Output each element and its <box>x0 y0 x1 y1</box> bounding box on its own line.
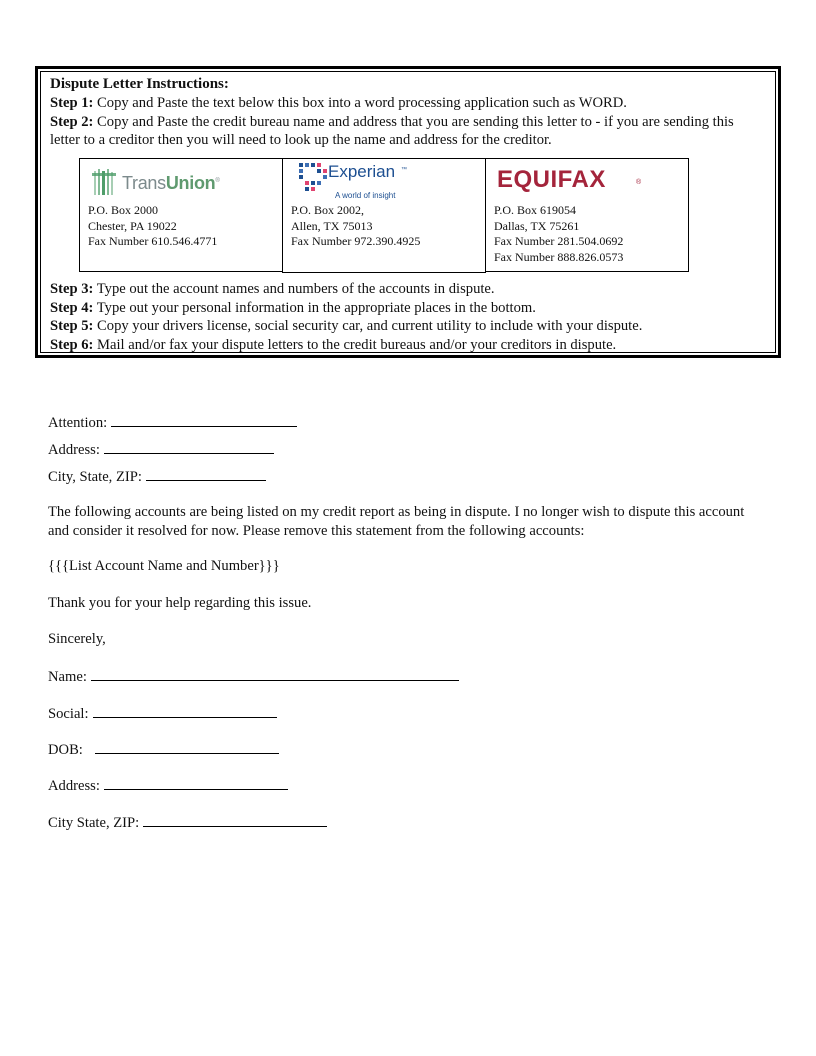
experian-logo <box>291 159 477 203</box>
bureau-transunion <box>79 158 283 272</box>
equifax-logo <box>494 159 680 203</box>
step-1: Step 1: Copy and Paste the text below this box into a word processing application such as WORD. <box>50 95 627 111</box>
dob-line <box>48 739 279 760</box>
steps-bottom <box>50 280 766 354</box>
experian-dots-icon <box>297 161 331 195</box>
social-line <box>48 703 277 724</box>
transunion-address-1: P.O. Box 2000 <box>88 203 159 217</box>
instructions-inner <box>40 71 776 353</box>
experian-logo-text: Experian <box>328 162 396 181</box>
step-2: Step 2: Copy and Paste the credit bureau name and address that you are sending this letter to - if you are sending this letter to a creditor then you will need to look up the name and address for the creditor. <box>50 113 734 149</box>
equifax-logo-mark: ® <box>636 179 642 186</box>
dob-label: DOB: <box>48 742 83 758</box>
address-line <box>48 439 274 460</box>
letter-paragraph: The following accounts are being listed on my credit report as being in dispute. I no longer wish to dispute this account and consider it resolved for now. Please remove this statement from the following accounts: <box>48 504 745 539</box>
social-label: Social: <box>48 706 89 722</box>
city-state-zip2-blank[interactable] <box>143 812 327 827</box>
city-state-zip-line <box>48 466 266 487</box>
attention-blank[interactable] <box>111 412 297 427</box>
transunion-fax: Fax Number 610.546.4771 <box>88 234 218 248</box>
name-line <box>48 666 459 687</box>
attention-label: Attention: <box>48 415 108 431</box>
step-4: Step 4: Type out your personal information in the appropriate places in the bottom. <box>50 299 536 316</box>
experian-fax: Fax Number 972.390.4925 <box>291 234 421 248</box>
experian-address-2: Allen, TX 75013 <box>291 218 373 233</box>
step-6: Step 6: Mail and/or fax your dispute letters to the credit bureaus and/or your creditors in dispute. <box>50 336 617 353</box>
instructions-box <box>35 66 781 358</box>
dob-blank[interactable] <box>95 739 279 754</box>
city-state-zip-label: City, State, ZIP: <box>48 469 142 485</box>
social-blank[interactable] <box>93 703 277 718</box>
step-3: Step 3: Type out the account names and numbers of the accounts in dispute. <box>50 281 495 297</box>
bureau-table <box>79 158 689 272</box>
closing-line: Sincerely, <box>48 631 106 647</box>
instructions-title: Dispute Letter Instructions: <box>50 76 229 92</box>
equifax-address-1: P.O. Box 619054 <box>494 203 577 217</box>
experian-logo-mark: ™ <box>401 167 407 173</box>
name-label: Name: <box>48 669 87 685</box>
transunion-logo-mark: ® <box>215 178 220 184</box>
city-state-zip2-label: City State, ZIP: <box>48 815 140 831</box>
address2-label: Address: <box>48 778 100 794</box>
transunion-logo-text-union: Union <box>165 173 216 193</box>
experian-tagline: A world of insight <box>335 191 396 200</box>
bureau-equifax <box>485 158 689 272</box>
equifax-fax-2: Fax Number 888.826.0573 <box>494 249 624 264</box>
equifax-address-2: Dallas, TX 75261 <box>494 218 580 233</box>
equifax-fax-1: Fax Number 281.504.0692 <box>494 234 624 248</box>
step-5: Step 5: Copy your drivers license, social security car, and current utility to include with your dispute. <box>50 318 643 335</box>
thanks-line: Thank you for your help regarding this issue. <box>48 595 312 611</box>
city-state-zip2-line <box>48 812 327 833</box>
equifax-logo-text: EQUIFAX <box>497 166 606 193</box>
experian-address-1: P.O. Box 2002, <box>291 203 365 217</box>
account-placeholder: {{{List Account Name and Number}}} <box>48 558 280 574</box>
address2-line <box>48 775 288 796</box>
attention-line <box>48 412 297 433</box>
transunion-logo <box>88 159 274 203</box>
name-blank[interactable] <box>91 666 459 681</box>
bureau-experian <box>282 158 486 273</box>
address2-blank[interactable] <box>104 775 288 790</box>
address-blank[interactable] <box>104 439 274 454</box>
transunion-address-2: Chester, PA 19022 <box>88 218 177 233</box>
transunion-logo-text-trans: Trans <box>122 173 166 193</box>
address-label: Address: <box>48 442 100 458</box>
city-state-zip-blank[interactable] <box>146 466 266 481</box>
